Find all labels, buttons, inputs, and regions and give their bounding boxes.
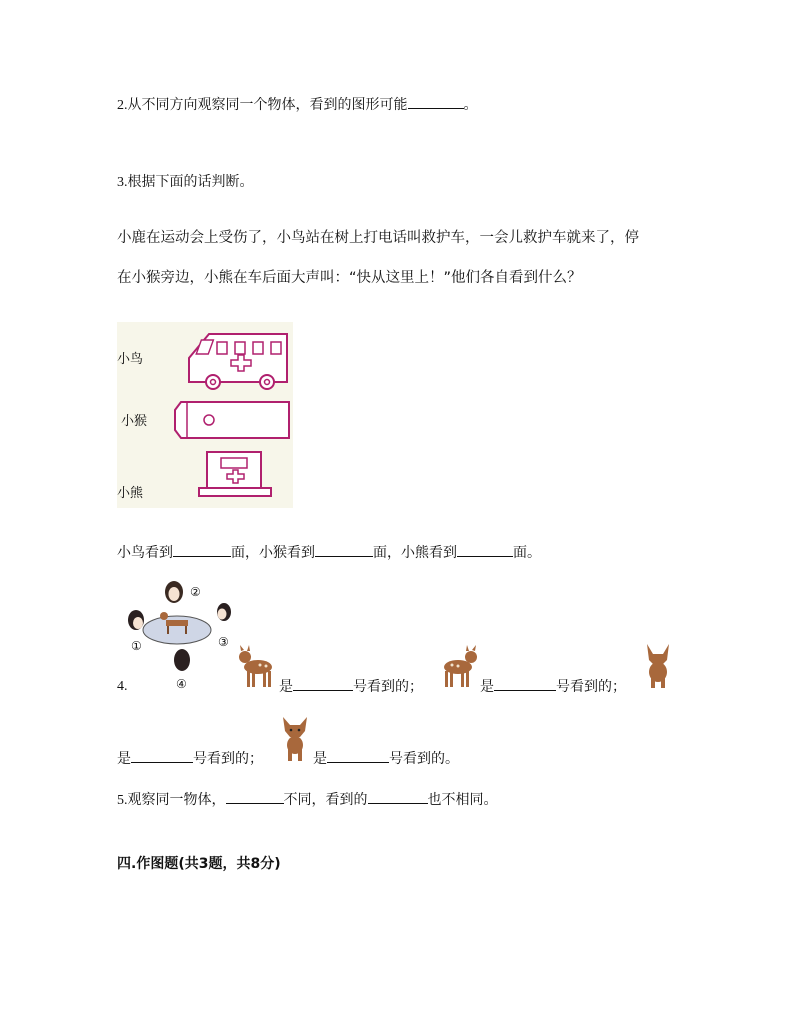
q4-hao-2: 号看到的； xyxy=(556,679,626,695)
q3-paragraph-line-2: 在小猴旁边，小熊在车后面大声叫：“快从这里上！”他们各自看到什么？ xyxy=(117,270,582,286)
q2-end: 。 xyxy=(463,97,478,113)
q5-text-3: 也不相同。 xyxy=(427,792,498,808)
circled-4: ④ xyxy=(176,677,187,691)
q3-blank-bear[interactable] xyxy=(457,542,513,557)
q4-blank-1[interactable] xyxy=(293,676,353,691)
q4-shi-2: 是 xyxy=(480,679,494,695)
circled-2: ② xyxy=(190,585,201,599)
label-monkey: 小猴 xyxy=(121,414,148,429)
q4-shi-3: 是 xyxy=(117,751,131,767)
ambulance-views-figure xyxy=(117,322,293,508)
q5-blank-1[interactable] xyxy=(226,789,284,804)
q4-shi-4: 是 xyxy=(313,751,327,767)
q3-number: 3. xyxy=(117,175,128,190)
q3-bear-sees: 面，小熊看到 xyxy=(373,545,457,561)
q4-line-2-answers xyxy=(313,748,459,769)
q3-bird-sees: 小鸟看到 xyxy=(117,545,173,561)
q5-text-2: 不同，看到的 xyxy=(283,792,368,808)
q3-blank-bird[interactable] xyxy=(173,542,231,557)
deer-side-right-icon xyxy=(440,645,480,691)
question-2 xyxy=(117,94,478,116)
q5-text-1: 观察同一物体， xyxy=(127,792,226,808)
q4-line-1-answers-2 xyxy=(480,676,626,697)
kids-around-table-figure xyxy=(122,578,242,694)
deer-side-left-icon xyxy=(236,645,276,691)
ambulance-back-view xyxy=(199,450,279,500)
q5-blank-2[interactable] xyxy=(368,789,428,804)
deer-front-icon xyxy=(280,715,310,763)
q4-blank-3[interactable] xyxy=(131,748,193,763)
circled-3: ③ xyxy=(218,635,229,649)
ambulance-side-view xyxy=(187,330,291,390)
q3-answer-end: 面。 xyxy=(513,545,541,561)
q3-blank-monkey[interactable] xyxy=(315,542,373,557)
q2-number: 2. xyxy=(117,98,128,113)
q4-blank-4[interactable] xyxy=(327,748,389,763)
circled-1: ① xyxy=(131,639,142,653)
q4-line-1-answers xyxy=(279,676,423,697)
deer-back-icon xyxy=(643,642,673,690)
q4-hao-1: 号看到的； xyxy=(353,679,423,695)
label-bird: 小鸟 xyxy=(117,352,144,367)
q3-paragraph-line-1: 小鹿在运动会上受伤了，小鸟站在树上打电话叫救护车，一会儿救护车就来了，停 xyxy=(117,230,639,246)
label-bear: 小熊 xyxy=(117,486,144,501)
q4-hao-4: 号看到的。 xyxy=(389,751,459,767)
q2-text: 从不同方向观察同一个物体，看到的图形可能 xyxy=(127,97,408,113)
section-4-title: 四.作图题(共3题，共8分) xyxy=(117,856,281,872)
ambulance-top-view xyxy=(173,400,291,440)
q3-answer-line xyxy=(117,542,541,563)
q5-number: 5. xyxy=(117,793,128,808)
q4-blank-2[interactable] xyxy=(494,676,556,691)
q4-shi-1: 是 xyxy=(279,679,293,695)
q3-monkey-sees: 面，小猴看到 xyxy=(231,545,315,561)
q4-line-2 xyxy=(117,748,263,769)
q4-number: 4. xyxy=(117,679,128,694)
question-5 xyxy=(117,789,498,811)
q3-title: 根据下面的话判断。 xyxy=(127,174,254,190)
q2-blank[interactable] xyxy=(408,94,464,109)
q4-hao-3: 号看到的； xyxy=(193,751,263,767)
question-3-title xyxy=(117,172,254,193)
q4-line-1 xyxy=(117,676,128,697)
